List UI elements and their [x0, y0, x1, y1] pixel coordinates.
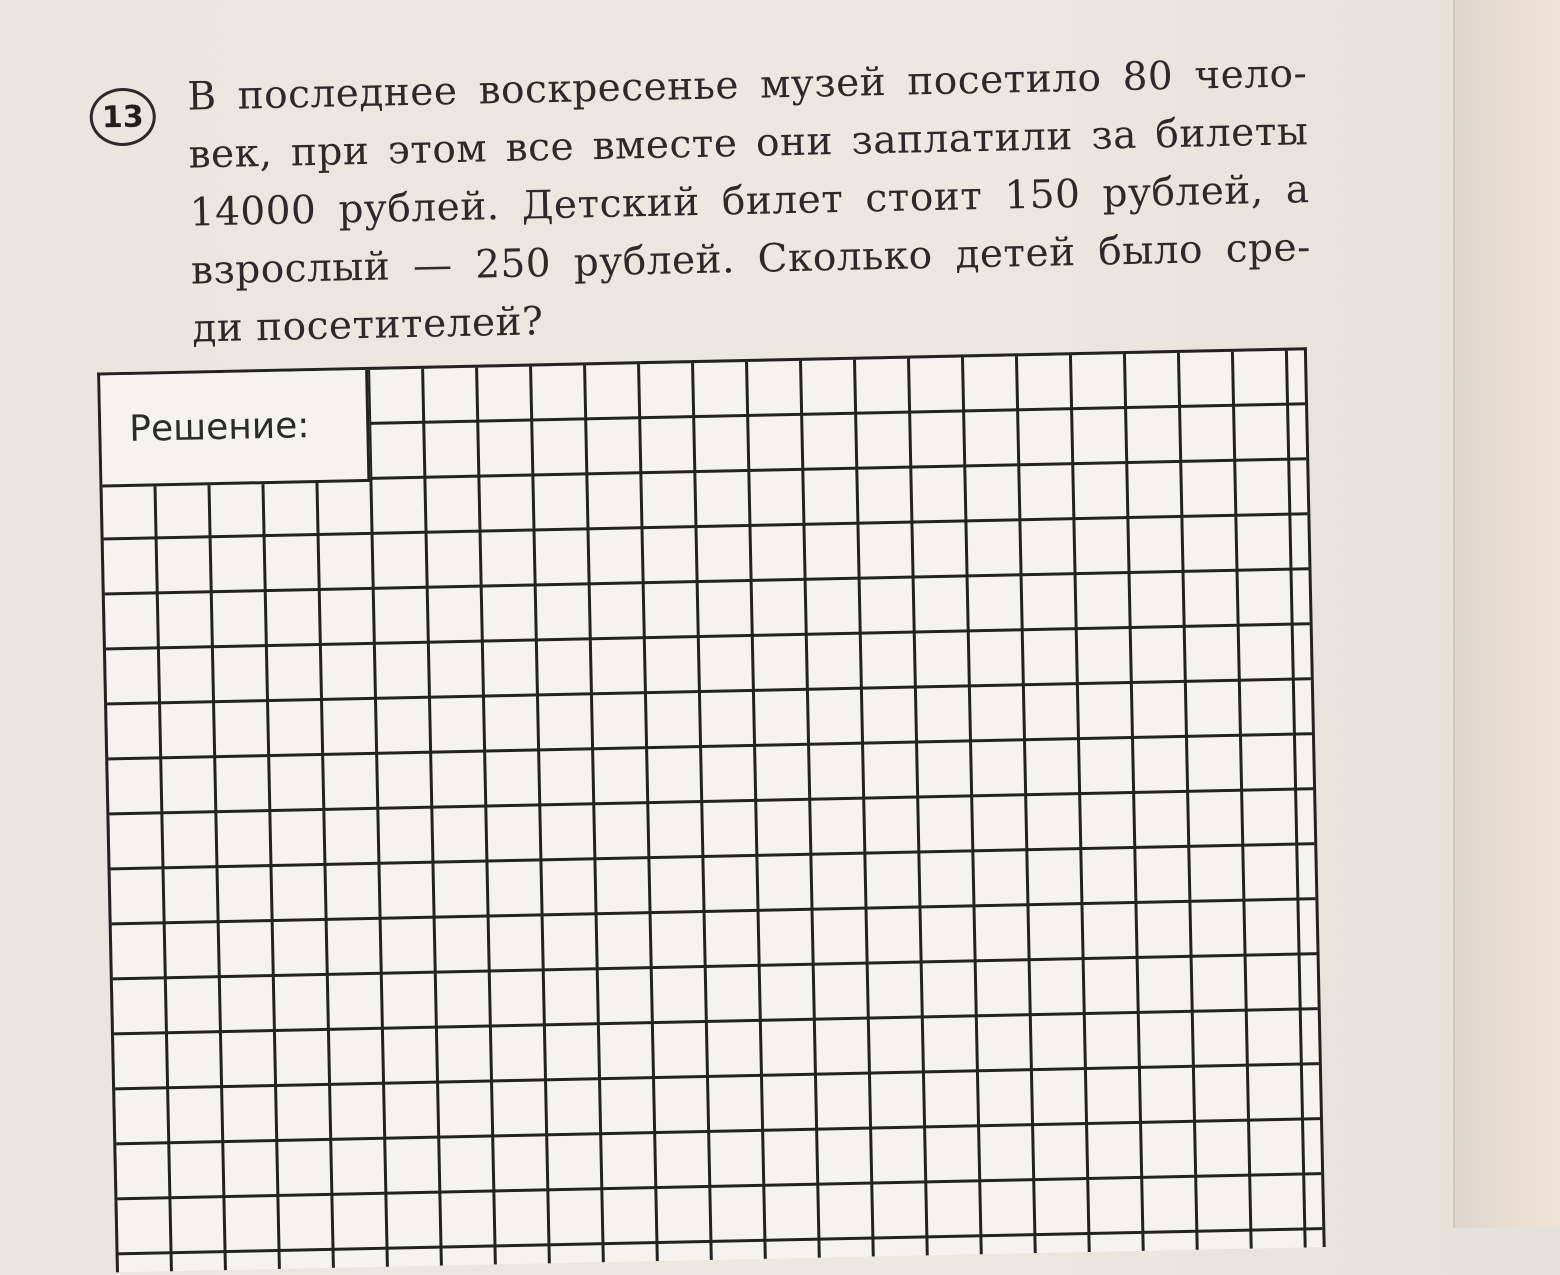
task-number-badge: 13	[89, 87, 156, 146]
task-statement	[187, 45, 1313, 358]
book-page-edge	[1453, 0, 1560, 1228]
task-line-2: век, при этом все вместе они заплатили за билеты	[188, 109, 1309, 178]
solution-label: Решение:	[100, 370, 370, 488]
task-line-3: 14000 рублей. Детский билет стоит 150 рублей, а	[189, 167, 1311, 236]
task-line-1: В последнее воскресенье музей посетило 80 чело-	[186, 51, 1308, 120]
solution-grid[interactable]	[97, 347, 1326, 1272]
task-line-5: ди посетителей?	[191, 299, 544, 352]
task-line-4: взрослый — 250 рублей. Сколько детей было сре-	[190, 225, 1312, 294]
